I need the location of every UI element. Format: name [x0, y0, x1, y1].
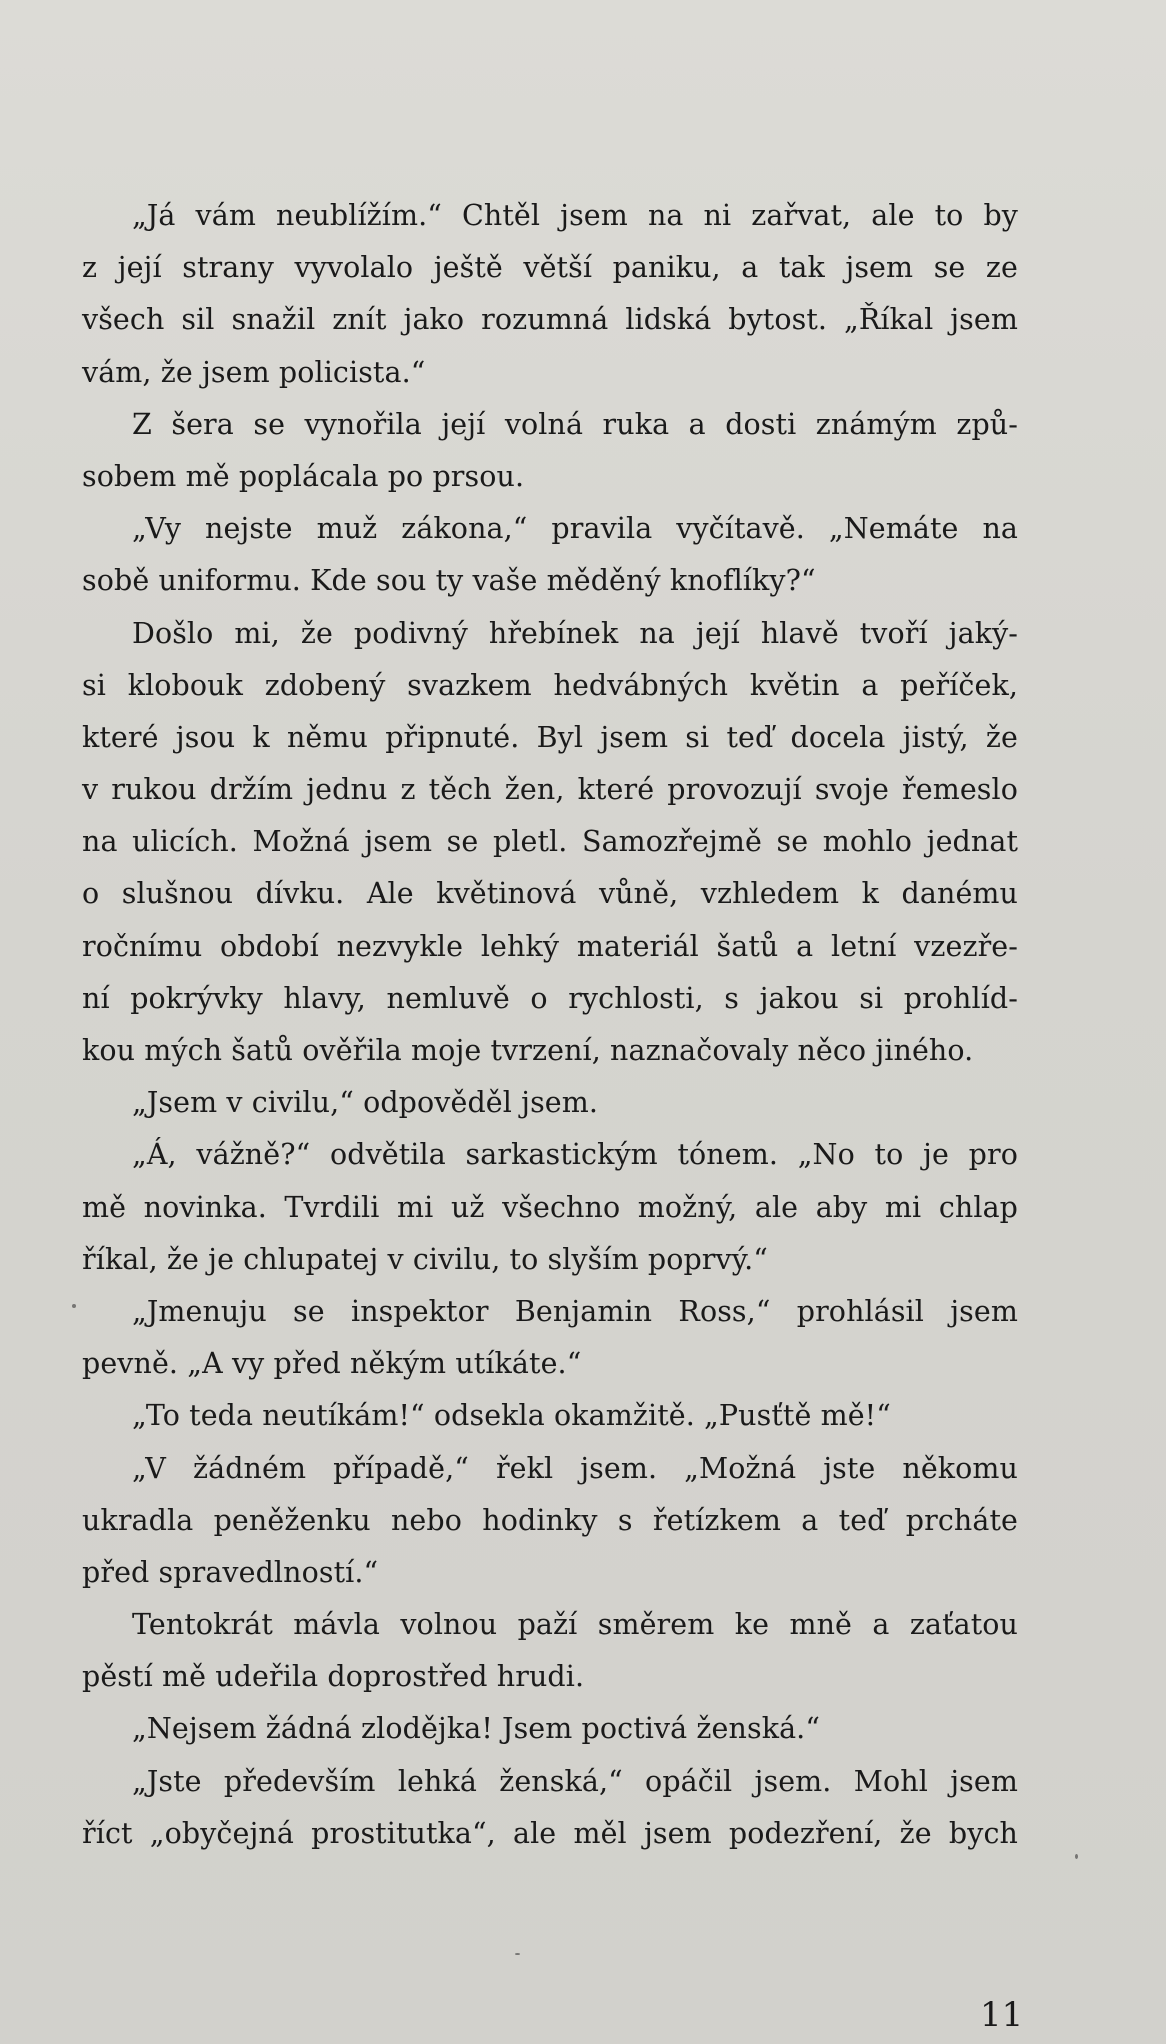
text-line: v rukou držím jednu z těch žen, které provozují svoje řemeslo [82, 773, 1018, 807]
text-line: všech sil snažil znít jako rozumná lidská bytost. „Říkal jsem [82, 303, 1018, 337]
text-line: „V žádném případě,“ řekl jsem. „Možná jste někomu [132, 1451, 1018, 1485]
text-line: mě novinka. Tvrdili mi už všechno možný, ale aby mi chlap [82, 1190, 1018, 1224]
text-line: pěstí mě udeřila doprostřed hrudi. [82, 1660, 585, 1694]
text-line: Došlo mi, že podivný hřebínek na její hlavě tvoří jaký- [132, 616, 1018, 650]
text-line: „Á, vážně?“ odvětila sarkastickým tónem. „No to je pro [132, 1138, 1018, 1172]
text-line: si klobouk zdobený svazkem hedvábných květin a peříček, [82, 668, 1018, 702]
text-line: říct „obyčejná prostitutka“, ale měl jsem podezření, že bych [82, 1816, 1018, 1850]
text-line: „Já vám neublížím.“ Chtěl jsem na ni zařvat, ale to by [132, 199, 1018, 232]
text-line: Tentokrát mávla volnou paží směrem ke mně a zaťatou [132, 1608, 1018, 1642]
text-line: z její strany vyvolalo ještě větší paniku, a tak jsem se ze [82, 251, 1018, 285]
text-line: sobem mě poplácala po prsou. [82, 459, 525, 493]
text-line: „To teda neutíkám!“ odsekla okamžitě. „Pusťtě mě!“ [132, 1399, 891, 1433]
text-line: ní pokrývky hlavy, nemluvě o rychlosti, s jakou si prohlíd- [82, 981, 1018, 1015]
text-line: o slušnou dívku. Ale květinová vůně, vzhledem k danému [82, 877, 1018, 911]
paper-speck [72, 1304, 76, 1308]
text-line: kou mých šatů ověřila moje tvrzení, naznačovaly něco jiného. [82, 1034, 974, 1067]
paper-speck [515, 1953, 520, 1955]
text-line: které jsou k němu připnuté. Byl jsem si teď docela jistý, že [82, 720, 1018, 754]
text-line: vám, že jsem policista.“ [82, 355, 426, 389]
text-line: ročnímu období nezvykle lehký materiál šatů a letní vzezře- [82, 929, 1018, 963]
text-line: před spravedlností.“ [82, 1555, 379, 1589]
text-line: pevně. „A vy před někým utíkáte.“ [82, 1347, 582, 1381]
text-line: „Nejsem žádná zlodějka! Jsem poctivá ženská.“ [132, 1712, 820, 1746]
text-line: říkal, že je chlupatej v civilu, to slyším poprvý.“ [82, 1242, 768, 1276]
text-line: ukradla peněženku nebo hodinky s řetízkem a teď prcháte [82, 1503, 1018, 1537]
text-line: „Jste především lehká ženská,“ opáčil jsem. Mohl jsem [132, 1764, 1018, 1798]
text-line: na ulicích. Možná jsem se pletl. Samozřejmě se mohlo jednat [82, 825, 1018, 859]
text-line: „Vy nejste muž zákona,“ pravila vyčítavě. „Nemáte na [132, 512, 1018, 546]
text-line: Z šera se vynořila její volná ruka a dosti známým způ- [132, 407, 1018, 441]
page-body-text [82, 190, 1018, 1860]
text-line: „Jsem v civilu,“ odpověděl jsem. [132, 1086, 599, 1120]
text-line: „Jmenuju se inspektor Benjamin Ross,“ prohlásil jsem [132, 1294, 1018, 1328]
paper-speck [1075, 1854, 1078, 1859]
page-number: 11 [980, 1995, 1024, 2035]
text-line: sobě uniformu. Kde sou ty vaše měděný knoflíky?“ [82, 564, 816, 598]
